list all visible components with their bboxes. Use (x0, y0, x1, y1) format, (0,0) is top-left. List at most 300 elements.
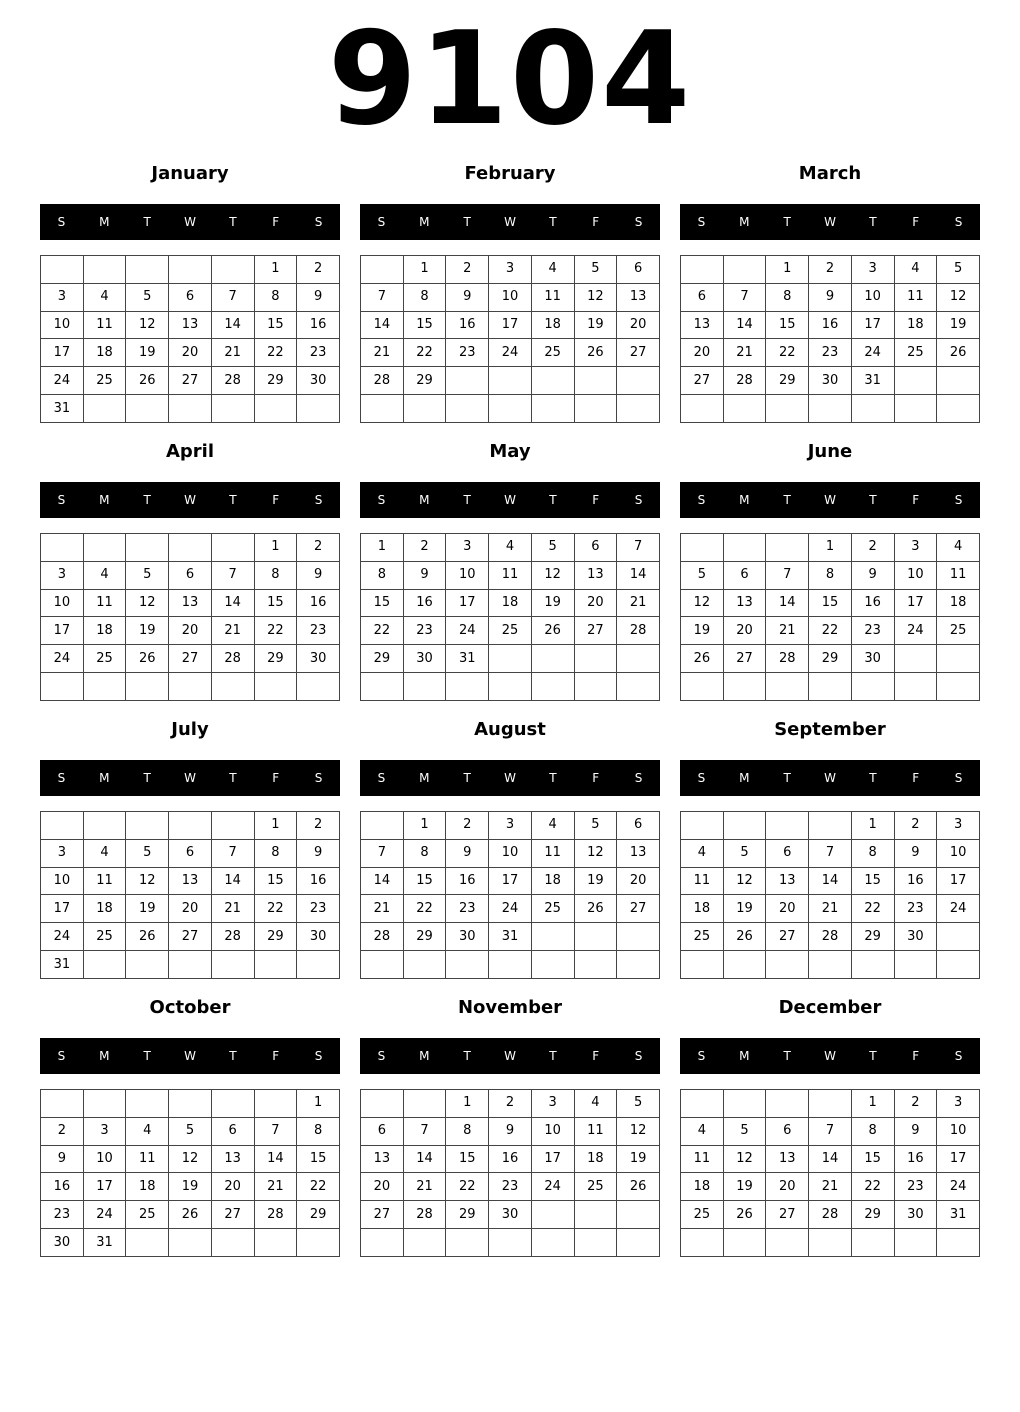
day-cell (894, 951, 937, 979)
day-cell: 13 (169, 589, 212, 617)
day-cell: 5 (126, 561, 169, 589)
day-cell: 6 (766, 839, 809, 867)
day-cell: 14 (809, 867, 852, 895)
day-cell: 30 (41, 1229, 84, 1257)
day-cell (361, 1090, 404, 1118)
weekday-header (360, 760, 660, 796)
day-cell: 30 (297, 645, 340, 673)
day-cell: 11 (574, 1117, 617, 1145)
weekday-label: W (824, 215, 836, 229)
day-cell (83, 812, 126, 840)
day-cell: 13 (681, 311, 724, 339)
week-row (681, 311, 980, 339)
weekday-label: M (99, 493, 110, 507)
month-name: March (798, 163, 862, 184)
day-cell: 19 (723, 895, 766, 923)
month-september (680, 718, 980, 980)
week-row (681, 867, 980, 895)
day-cell (489, 951, 532, 979)
week-row (361, 589, 660, 617)
day-cell: 27 (681, 367, 724, 395)
day-cell: 29 (254, 367, 297, 395)
weekday-label: W (824, 771, 836, 785)
weekday-label: T (463, 215, 471, 229)
day-cell: 20 (766, 1173, 809, 1201)
day-cell: 12 (681, 589, 724, 617)
day-cell (723, 1090, 766, 1118)
weekday-label: S (57, 215, 66, 229)
day-cell: 8 (809, 561, 852, 589)
day-cell: 19 (126, 617, 169, 645)
weekday-label: S (314, 771, 323, 785)
day-cell: 10 (937, 1117, 980, 1145)
week-row (681, 395, 980, 423)
day-cell: 18 (126, 1173, 169, 1201)
day-cell (126, 1229, 169, 1257)
day-cell: 25 (126, 1201, 169, 1229)
day-cell: 31 (489, 923, 532, 951)
weekday-label: M (739, 771, 750, 785)
day-cell: 12 (723, 1145, 766, 1173)
day-cell: 1 (361, 534, 404, 562)
day-cell (361, 812, 404, 840)
day-cell: 17 (894, 589, 937, 617)
day-cell (126, 673, 169, 701)
day-cell: 6 (681, 283, 724, 311)
weekday-label: T (869, 215, 877, 229)
day-cell: 16 (894, 1145, 937, 1173)
day-cell: 19 (937, 311, 980, 339)
day-cell: 3 (937, 1090, 980, 1118)
day-cell: 9 (894, 839, 937, 867)
weekday-label: S (954, 215, 963, 229)
day-cell: 9 (809, 283, 852, 311)
day-cell: 22 (809, 617, 852, 645)
day-cell: 19 (531, 589, 574, 617)
day-cell: 17 (937, 1145, 980, 1173)
day-cell: 31 (937, 1201, 980, 1229)
day-cell: 9 (851, 561, 894, 589)
week-row (681, 1173, 980, 1201)
day-cell (766, 673, 809, 701)
day-cell: 15 (446, 1145, 489, 1173)
day-cell: 17 (41, 895, 84, 923)
day-cell (211, 1090, 254, 1118)
day-grid (40, 811, 340, 979)
day-cell: 19 (723, 1173, 766, 1201)
day-cell: 23 (403, 617, 446, 645)
weekday-label: M (99, 215, 110, 229)
day-cell (617, 395, 660, 423)
day-cell: 17 (531, 1145, 574, 1173)
weekday-label: S (634, 215, 643, 229)
day-cell (254, 951, 297, 979)
day-cell (681, 534, 724, 562)
weekday-label: T (869, 771, 877, 785)
day-cell (41, 256, 84, 284)
weekday-label: T (549, 215, 557, 229)
day-cell: 8 (446, 1117, 489, 1145)
day-cell: 10 (41, 867, 84, 895)
day-cell: 24 (41, 923, 84, 951)
day-cell: 22 (361, 617, 404, 645)
weekday-label: F (592, 215, 600, 229)
day-cell: 22 (254, 895, 297, 923)
day-cell (851, 1229, 894, 1257)
weekday-label: M (419, 493, 430, 507)
day-cell: 25 (681, 1201, 724, 1229)
day-cell: 24 (446, 617, 489, 645)
day-cell: 11 (681, 1145, 724, 1173)
day-cell: 10 (41, 311, 84, 339)
day-cell: 21 (766, 617, 809, 645)
day-cell: 18 (894, 311, 937, 339)
day-cell (446, 951, 489, 979)
day-cell: 4 (489, 534, 532, 562)
day-cell (809, 1229, 852, 1257)
day-cell: 8 (361, 561, 404, 589)
day-cell (681, 812, 724, 840)
day-cell (937, 367, 980, 395)
weekday-label: F (272, 215, 280, 229)
day-cell: 23 (851, 617, 894, 645)
day-cell: 5 (169, 1117, 212, 1145)
day-cell: 28 (809, 1201, 852, 1229)
day-cell (446, 367, 489, 395)
day-cell: 30 (894, 923, 937, 951)
weekday-header (40, 204, 340, 240)
weekday-label: S (697, 215, 706, 229)
weekday-label: T (549, 493, 557, 507)
day-cell (723, 951, 766, 979)
weekday-label: W (184, 1049, 196, 1063)
month-name: September (774, 719, 886, 740)
day-cell: 5 (574, 812, 617, 840)
day-cell: 18 (83, 895, 126, 923)
day-cell (809, 1090, 852, 1118)
weekday-label: W (184, 771, 196, 785)
day-cell: 11 (83, 589, 126, 617)
day-cell (211, 812, 254, 840)
day-cell: 24 (489, 895, 532, 923)
day-cell (681, 673, 724, 701)
day-cell: 4 (83, 561, 126, 589)
day-cell (937, 951, 980, 979)
day-cell: 14 (403, 1145, 446, 1173)
day-cell: 23 (297, 895, 340, 923)
week-row (41, 589, 340, 617)
day-cell: 1 (254, 256, 297, 284)
week-row (41, 561, 340, 589)
day-cell: 3 (851, 256, 894, 284)
week-row (361, 812, 660, 840)
week-row (681, 673, 980, 701)
day-cell: 16 (403, 589, 446, 617)
day-cell: 15 (254, 589, 297, 617)
day-cell: 17 (851, 311, 894, 339)
weekday-header (360, 482, 660, 518)
day-cell (937, 923, 980, 951)
day-cell: 10 (851, 283, 894, 311)
day-cell: 27 (169, 923, 212, 951)
weekday-label: W (824, 1049, 836, 1063)
day-cell (211, 395, 254, 423)
day-cell (723, 256, 766, 284)
day-cell: 4 (681, 839, 724, 867)
weekday-label: F (272, 1049, 280, 1063)
day-cell: 25 (83, 645, 126, 673)
day-cell: 8 (851, 839, 894, 867)
day-cell (254, 1229, 297, 1257)
day-cell (169, 256, 212, 284)
day-cell: 12 (126, 589, 169, 617)
day-cell (809, 673, 852, 701)
day-cell: 7 (211, 561, 254, 589)
day-cell: 15 (297, 1145, 340, 1173)
day-cell (681, 395, 724, 423)
day-cell: 8 (297, 1117, 340, 1145)
month-june (680, 440, 980, 702)
month-november (360, 996, 660, 1258)
day-cell: 19 (574, 867, 617, 895)
day-cell (297, 951, 340, 979)
day-grid (680, 811, 980, 979)
week-row (681, 1145, 980, 1173)
day-cell: 22 (851, 895, 894, 923)
day-cell (169, 534, 212, 562)
month-name: February (464, 163, 556, 184)
day-cell: 28 (723, 367, 766, 395)
day-cell: 22 (297, 1173, 340, 1201)
week-row (681, 895, 980, 923)
day-cell: 29 (297, 1201, 340, 1229)
day-cell (361, 256, 404, 284)
day-cell: 3 (41, 283, 84, 311)
day-cell: 2 (489, 1090, 532, 1118)
day-cell: 21 (211, 339, 254, 367)
day-cell (169, 1090, 212, 1118)
day-cell: 28 (254, 1201, 297, 1229)
day-cell (574, 367, 617, 395)
day-cell: 20 (681, 339, 724, 367)
weekday-label: F (912, 215, 920, 229)
day-cell (446, 673, 489, 701)
day-cell: 3 (41, 561, 84, 589)
week-row (681, 617, 980, 645)
day-cell: 9 (297, 839, 340, 867)
day-cell (446, 1229, 489, 1257)
day-cell: 15 (361, 589, 404, 617)
week-row (41, 923, 340, 951)
day-cell: 13 (169, 311, 212, 339)
day-cell: 4 (531, 256, 574, 284)
week-row (41, 1201, 340, 1229)
day-cell: 2 (446, 256, 489, 284)
day-cell (531, 951, 574, 979)
day-grid (40, 255, 340, 423)
day-cell: 28 (361, 923, 404, 951)
day-cell: 28 (403, 1201, 446, 1229)
day-cell: 8 (403, 839, 446, 867)
weekday-label: F (592, 493, 600, 507)
day-cell (574, 673, 617, 701)
day-cell: 26 (681, 645, 724, 673)
weekday-label: T (783, 215, 791, 229)
day-cell: 5 (723, 1117, 766, 1145)
day-cell: 28 (809, 923, 852, 951)
day-cell: 8 (254, 561, 297, 589)
day-cell: 29 (766, 367, 809, 395)
day-cell: 1 (851, 1090, 894, 1118)
week-row (681, 256, 980, 284)
weekday-header (680, 482, 980, 518)
day-cell: 23 (446, 895, 489, 923)
weekday-label: F (272, 771, 280, 785)
week-row (681, 951, 980, 979)
day-cell: 20 (723, 617, 766, 645)
weekday-label: T (143, 493, 151, 507)
week-row (681, 812, 980, 840)
weekday-label: S (954, 771, 963, 785)
weekday-label: S (377, 1049, 386, 1063)
day-cell: 17 (41, 617, 84, 645)
day-cell: 7 (403, 1117, 446, 1145)
day-cell: 30 (403, 645, 446, 673)
day-cell: 30 (297, 923, 340, 951)
day-cell: 24 (41, 645, 84, 673)
day-cell (766, 951, 809, 979)
week-row (361, 1117, 660, 1145)
day-cell: 29 (361, 645, 404, 673)
day-cell (211, 1229, 254, 1257)
day-cell: 19 (617, 1145, 660, 1173)
day-cell: 28 (211, 367, 254, 395)
day-cell: 4 (126, 1117, 169, 1145)
day-cell: 29 (851, 923, 894, 951)
day-cell (894, 673, 937, 701)
day-cell (766, 1229, 809, 1257)
weekday-label: S (954, 1049, 963, 1063)
month-december (680, 996, 980, 1258)
weekday-label: M (739, 1049, 750, 1063)
day-cell (169, 673, 212, 701)
day-cell (723, 1229, 766, 1257)
day-cell: 21 (361, 339, 404, 367)
day-cell: 20 (211, 1173, 254, 1201)
day-cell: 2 (41, 1117, 84, 1145)
day-cell: 27 (766, 1201, 809, 1229)
day-cell: 20 (617, 867, 660, 895)
weekday-label: T (229, 215, 237, 229)
month-april (40, 440, 340, 702)
day-cell: 11 (531, 283, 574, 311)
day-cell (851, 673, 894, 701)
day-cell (169, 395, 212, 423)
day-cell (403, 951, 446, 979)
day-cell: 9 (446, 839, 489, 867)
day-cell: 11 (894, 283, 937, 311)
day-cell: 1 (297, 1090, 340, 1118)
day-cell: 17 (446, 589, 489, 617)
day-cell (937, 395, 980, 423)
day-cell: 11 (126, 1145, 169, 1173)
week-row (361, 1173, 660, 1201)
day-cell: 7 (361, 283, 404, 311)
day-cell (617, 1229, 660, 1257)
day-cell: 7 (211, 839, 254, 867)
day-cell (531, 1201, 574, 1229)
week-row (41, 812, 340, 840)
day-cell: 16 (297, 311, 340, 339)
day-cell: 16 (894, 867, 937, 895)
day-cell: 12 (126, 311, 169, 339)
day-cell: 9 (41, 1145, 84, 1173)
weekday-label: M (419, 215, 430, 229)
week-row (41, 534, 340, 562)
week-row (681, 1090, 980, 1118)
day-cell: 12 (126, 867, 169, 895)
day-cell (211, 951, 254, 979)
weekday-header (360, 1038, 660, 1074)
day-cell: 29 (809, 645, 852, 673)
day-cell (894, 395, 937, 423)
week-row (41, 1229, 340, 1257)
day-cell (297, 395, 340, 423)
day-cell: 4 (894, 256, 937, 284)
day-cell: 26 (126, 367, 169, 395)
week-row (681, 1229, 980, 1257)
day-cell: 15 (254, 311, 297, 339)
day-cell: 31 (41, 951, 84, 979)
day-cell: 24 (83, 1201, 126, 1229)
day-grid (40, 533, 340, 701)
day-cell: 4 (83, 283, 126, 311)
day-cell: 5 (531, 534, 574, 562)
weekday-label: T (229, 493, 237, 507)
day-cell: 18 (489, 589, 532, 617)
day-cell: 30 (851, 645, 894, 673)
week-row (41, 867, 340, 895)
day-cell: 3 (937, 812, 980, 840)
day-cell: 14 (617, 561, 660, 589)
week-row (681, 561, 980, 589)
day-cell: 16 (446, 311, 489, 339)
day-cell: 23 (894, 895, 937, 923)
day-cell (531, 395, 574, 423)
month-name: May (489, 441, 531, 462)
day-cell: 9 (403, 561, 446, 589)
day-cell: 5 (126, 283, 169, 311)
weekday-header (40, 482, 340, 518)
day-cell: 13 (361, 1145, 404, 1173)
weekday-label: T (869, 493, 877, 507)
day-cell (403, 673, 446, 701)
weekday-label: F (912, 1049, 920, 1063)
day-cell (937, 645, 980, 673)
day-cell: 26 (723, 1201, 766, 1229)
day-cell: 17 (489, 867, 532, 895)
day-cell: 2 (446, 812, 489, 840)
day-cell (126, 1090, 169, 1118)
day-cell: 10 (937, 839, 980, 867)
day-cell: 24 (937, 1173, 980, 1201)
day-cell: 21 (211, 617, 254, 645)
day-cell (361, 951, 404, 979)
day-cell (83, 395, 126, 423)
day-cell: 18 (531, 867, 574, 895)
day-cell (41, 1090, 84, 1118)
weekday-label: F (912, 771, 920, 785)
